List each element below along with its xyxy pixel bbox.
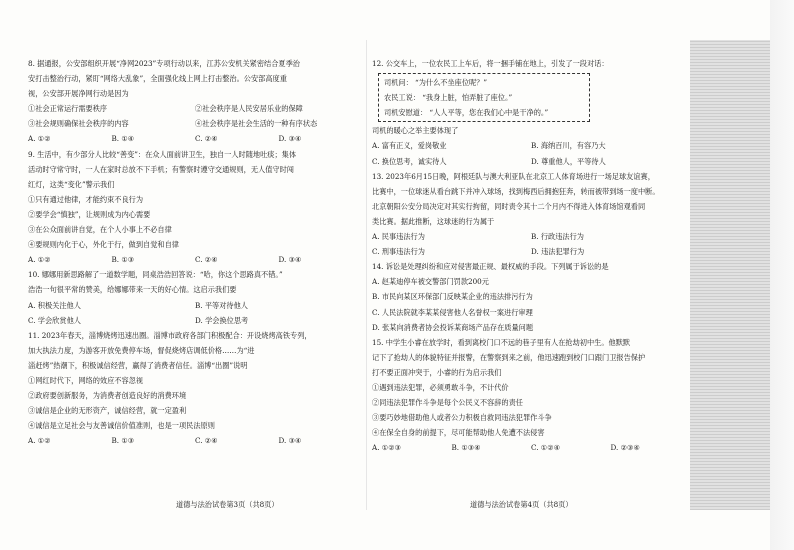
- option-b: B. 市民向某区环保部门反映某企业的违法排污行为: [372, 292, 533, 302]
- question-text: 12. 公交车上，一位农民工上车后，将一捆手铺在地上，引发了一段对话：: [372, 59, 609, 68]
- option-d: D. ②③④: [610, 443, 640, 453]
- binding-margin-strip: [690, 40, 770, 510]
- question-text: 记下了抢劫人的体貌特征并报警，在警察到来之前，他迅速跑到校门口跟门卫报告保护: [372, 352, 646, 362]
- question-text: 8. 据通报，公安部组织开展“净网2023”专项行动以来，江苏公安机关紧密结合夏季治: [28, 59, 300, 68]
- question-text: 安打击整治行动，紧盯“网络大乱象”，全面强化线上网上打击整治。公安部高度重: [28, 74, 287, 84]
- fold-line: [366, 40, 367, 510]
- option-c: C. 换位思考，诚实待人: [372, 156, 447, 166]
- question-text: 11. 2023年春天，淄博烧烤迅速出圈。淄博市政府各部门积极配合：开设烧烤高铁专列，: [28, 330, 312, 340]
- question-9: [28, 147, 362, 268]
- statement: ②要学会“慎独”，让规则成为内心需要: [28, 209, 151, 219]
- option-d: D. ③④: [278, 134, 302, 144]
- option-d: D. 违法犯罪行为: [531, 247, 585, 257]
- question-text: 视，公安部开展净网行动是因为: [28, 89, 129, 99]
- statement: ②社会秩序是人民安居乐业的保障: [195, 104, 303, 114]
- question-text: 10. 娜娜用新思路解了一道数学题，同桌浩浩回答说：“哈，你这个思路真不错。”: [28, 270, 283, 280]
- page-edge: [770, 0, 794, 550]
- option-c: C. 人民法院就李某某侵害他人名誉权一案进行审理: [372, 307, 533, 317]
- option-a: A. ①②: [28, 255, 51, 265]
- question-10: [28, 267, 362, 327]
- option-d: D. 尊重他人，平等待人: [531, 156, 606, 166]
- option-d: D. ③④: [278, 436, 302, 446]
- option-b: B. 行政违法行为: [531, 232, 584, 242]
- left-column: [28, 56, 362, 448]
- question-text: 活动时守常守时，一人在家时总放不下手机；有警察时遵守交通规则，无人值守时闯: [28, 164, 294, 174]
- option-c: C. ①②④: [531, 443, 561, 453]
- statement: ①社会正常运行需要秩序: [28, 104, 108, 114]
- statement: ①只有通过他律，才能约束不良行为: [28, 194, 144, 204]
- statement: ③要巧妙地借助他人或者公力积极自救同违法犯罪作斗争: [372, 413, 552, 423]
- statement: ①网红时代下，网络的效应不容忽视: [28, 375, 144, 385]
- statement: ③社会规则确保社会秩序的内容: [28, 119, 129, 129]
- question-text: 打不要正面冲突于，小睿的行为启示我们: [372, 367, 502, 377]
- question-text: 淄赶烤”热潮下，积极诚信经营，赢得了消费者信任。淄博“出圈”说明: [28, 360, 248, 370]
- question-11: [28, 328, 362, 449]
- option-c: C. ②④: [195, 436, 218, 446]
- option-c: C. 学会欣赏他人: [28, 315, 81, 325]
- dialogue-line: 司机问： “为什么不坐座位呢？”: [384, 78, 488, 88]
- option-b: B. ①③: [111, 255, 135, 265]
- question-text: 14. 诉讼是处理纠纷和应对侵害最正规、最权威的手段。下列属于诉讼的是: [372, 262, 609, 272]
- statement: ③在公众面前讲自觉，在个人小事上不必自律: [28, 225, 172, 235]
- statement: ②政府要创新服务，为消费者创造良好的消费环境: [28, 391, 187, 401]
- option-a: A. 富有正义，爱岗敬业: [372, 141, 447, 151]
- question-text: 比赛中，一位球迷从看台跳下并冲入球场，找到梅西后拥抱狂奔，转而被带到场一度中断。: [372, 186, 660, 196]
- question-text: 司机的暖心之举主要体现了: [372, 126, 459, 136]
- option-c: C. ②④: [195, 134, 218, 144]
- statement: ④在保全自身的前提下，尽可能帮助他人免遭不法侵害: [372, 428, 545, 438]
- page-footer-right: 道德与法治试卷第4页（共8页）: [470, 500, 573, 509]
- option-b: B. ①④: [111, 134, 135, 144]
- option-a: A. ①②: [28, 436, 51, 446]
- question-text: 类比赛。据此推断，这球迷的行为属于: [372, 216, 495, 226]
- statement: ①遇到违法犯罪，必须勇敢斗争，不计代价: [372, 382, 509, 392]
- question-text: 加大执法力度，为游客开放免费停车场，督促烧烤店调低价格……为“进: [28, 345, 255, 355]
- option-a: A. 赵某迪停车被交警部门罚款200元: [372, 277, 489, 287]
- question-text: 红灯，这类“变化”警示我们: [28, 179, 115, 189]
- option-a: A. ①②③: [372, 443, 402, 453]
- dialogue-line: 司机安慰道： “人人平等，您在我们心中是干净的。”: [384, 108, 549, 118]
- question-text: 13. 2023年6月15日晚，阿根廷队与澳大利亚队在北京工人体育场进行一场足球友谊赛，: [372, 171, 655, 181]
- statement: ④社会秩序是社会生活的一种有序状态: [195, 119, 318, 129]
- option-a: A. ①②: [28, 134, 51, 144]
- option-b: B. ①③④: [451, 443, 481, 453]
- dialogue-box: [378, 73, 590, 122]
- option-b: B. ①③: [111, 436, 135, 446]
- page-footer-left: 道德与法治试卷第3页（共8页）: [176, 500, 279, 509]
- right-column: [372, 56, 690, 455]
- statement: ④要规则内化于心，外化于行，做到自觉和自律: [28, 240, 179, 250]
- option-c: C. 刑事违法行为: [372, 247, 425, 257]
- option-d: D. 张某向消费者协会投诉某商场产品存在质量问题: [372, 322, 534, 332]
- question-text: 北京朝阳公安分局决定对其实行拘留，同时责令其十二个月内不得进入体育场馆观看同: [372, 201, 646, 211]
- option-c: C. ②④: [195, 255, 218, 265]
- option-a: A. 积极关注他人: [28, 300, 81, 310]
- option-b: B. 平等对待他人: [195, 300, 248, 310]
- statement: ④诚信是立足社会与友善诚信价值准则，也是一项民法原则: [28, 421, 215, 431]
- question-text: 浩浩一句很平常的赞美，给娜娜带来一天的好心情。这启示我们要: [28, 285, 237, 295]
- question-13: [372, 169, 690, 260]
- statement: ③诚信是企业的无形资产，诚信经营，就一定盈利: [28, 406, 187, 416]
- question-8: [28, 56, 362, 147]
- option-d: D. ③④: [278, 255, 302, 265]
- question-12: [372, 56, 690, 169]
- question-14: [372, 259, 690, 334]
- statement: ②同违法犯罪作斗争是每个公民义不容辞的责任: [372, 398, 523, 408]
- option-b: B. 海纳百川，有容乃大: [531, 141, 606, 151]
- question-text: 9. 生活中，有少部分人比较“善变”：在众人面前讲卫生，独自一人时随地吐痰；集体: [28, 149, 297, 159]
- question-text: 15. 中学生小睿在放学时，看到离校门口不远的巷子里有人在抢劫初中生。他默默: [372, 337, 631, 347]
- option-d: D. 学会换位思考: [195, 315, 249, 325]
- question-15: [372, 335, 690, 456]
- dialogue-line: 农民工说： “我身上脏，怕弄脏了座位。”: [384, 93, 513, 103]
- option-a: A. 民事违法行为: [372, 232, 425, 242]
